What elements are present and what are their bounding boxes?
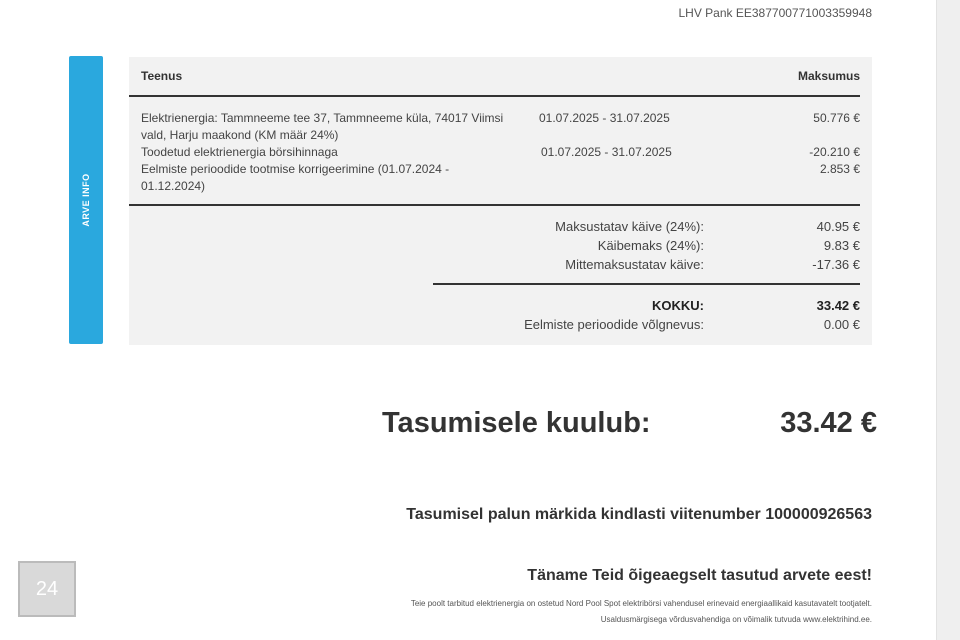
fine-print-line-1: Teie poolt tarbitud elektrienergia on ostetud Nord Pool Spot elektribörsi vahendusel erinevaid energiaallikaid kasutavatelt tootjatelt. xyxy=(410,599,872,608)
service-row-1-amount: 50.776 € xyxy=(813,111,860,125)
total-label: KOKKU: xyxy=(652,298,704,313)
reference-number-line: Tasumisel palun märkida kindlasti viitenumber 100000926563 xyxy=(406,506,872,523)
bank-account-line: LHV Pank EE387700771003359948 xyxy=(678,6,872,20)
total-value: 33.42 € xyxy=(816,298,860,313)
non-taxable-turnover-value: -17.36 € xyxy=(812,257,860,272)
vat-value: 9.83 € xyxy=(823,238,860,253)
service-row-2-name: Toodetud elektrienergia börsihinnaga xyxy=(141,145,338,159)
header-divider xyxy=(129,95,860,97)
service-row-1-period: 01.07.2025 - 31.07.2025 xyxy=(539,111,670,125)
service-row-2-period: 01.07.2025 - 31.07.2025 xyxy=(541,145,672,159)
amount-column-header: Maksumus xyxy=(797,69,860,83)
invoice-info-tab xyxy=(69,56,103,344)
amount-due-value: 33.42 € xyxy=(780,407,877,439)
service-row-3-name: Eelmiste perioodide tootmise korrigeerimine (01.07.2024 - 01.12.2024) xyxy=(141,162,450,193)
invoice-table xyxy=(129,57,872,345)
vat-label: Käibemaks (24%): xyxy=(597,238,704,253)
previous-debt-value: 0.00 € xyxy=(823,317,860,332)
page-number-badge: 24 xyxy=(18,561,76,617)
service-row-3-amount: 2.853 € xyxy=(819,162,860,176)
fine-print-line-2: Usaldusmärgisega võrdusvahendiga on võimalik tutvuda www.elektrihind.ee. xyxy=(600,615,872,624)
taxable-turnover-value: 40.95 € xyxy=(816,219,860,234)
amount-due-label: Tasumisele kuulub: xyxy=(382,407,651,439)
service-row-1-name: Elektrienergia: Tammneeme tee 37, Tammneeme küla, 74017 Viimsi vald, Harju maakond (KM määr 24%) xyxy=(141,111,504,142)
invoice-info-tab-label: ARVE INFO xyxy=(81,173,91,227)
total-divider xyxy=(433,283,860,285)
service-column-header: Teenus xyxy=(141,69,183,83)
right-scroll-strip xyxy=(936,0,960,640)
non-taxable-turnover-label: Mittemaksustatav käive: xyxy=(565,257,704,272)
previous-debt-label: Eelmiste perioodide võlgnevus: xyxy=(524,317,704,332)
service-row-2-amount: -20.210 € xyxy=(809,145,860,159)
rows-divider xyxy=(129,204,860,206)
taxable-turnover-label: Maksustatav käive (24%): xyxy=(555,219,704,234)
thank-you-line: Täname Teid õigeaegselt tasutud arvete eest! xyxy=(527,567,872,584)
